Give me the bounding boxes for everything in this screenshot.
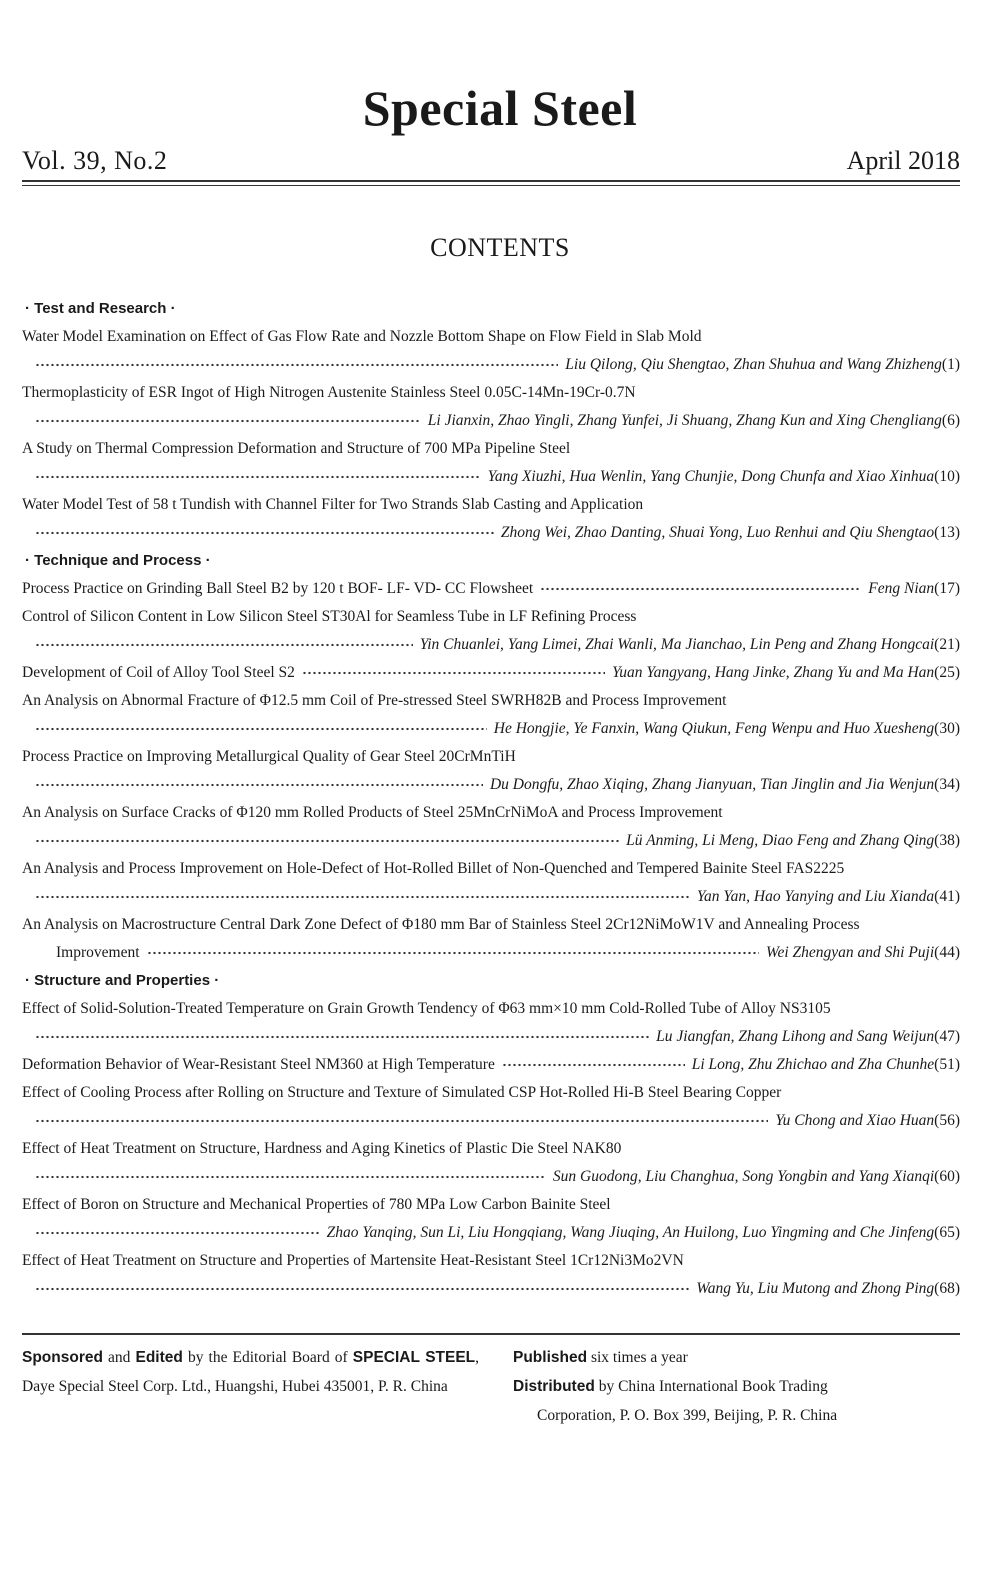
leader-dots — [35, 642, 413, 648]
issue-info — [22, 144, 960, 178]
page-number: (30) — [934, 720, 960, 737]
page-number: (6) — [941, 412, 960, 429]
leader-dots — [35, 782, 483, 788]
article-title: Effect of Boron on Structure and Mechanical Properties of 780 MPa Low Carbon Bainite Steel — [22, 1196, 611, 1213]
leader-dots — [35, 838, 619, 844]
page-number: (25) — [934, 664, 960, 681]
article-title: A Study on Thermal Compression Deformation and Structure of 700 MPa Pipeline Steel — [22, 440, 571, 457]
leader-dots — [502, 1062, 685, 1068]
toc-entry-authors — [22, 407, 960, 435]
toc-entry-authors — [22, 519, 960, 547]
article-authors: He Hongjie, Ye Fanxin, Wang Qiukun, Feng Wenpu and Huo Xuesheng — [493, 720, 935, 737]
article-authors: Lu Jiangfan, Zhang Lihong and Sang Weijun — [656, 1028, 935, 1045]
page-number: (17) — [934, 580, 960, 597]
page-number: (10) — [934, 468, 960, 485]
leader-dots — [35, 1174, 546, 1180]
article-title: An Analysis on Macrostructure Central Dark Zone Defect of Φ180 mm Bar of Stainless Steel 2Cr12NiMoW1V and Annealing Process — [22, 916, 860, 933]
toc-entry-authors — [22, 1107, 960, 1135]
article-authors: Sun Guodong, Liu Changhua, Song Yongbin and Yang Xianqi — [552, 1168, 935, 1185]
article-title: Process Practice on Improving Metallurgical Quality of Gear Steel 20CrMnTiH — [22, 748, 516, 765]
leader-dots — [35, 1230, 320, 1236]
toc-entry-continued — [22, 939, 960, 967]
distributor-address: Corporation, P. O. Box 399, Beijing, P. R. China — [537, 1407, 838, 1424]
article-authors: Wang Yu, Liu Mutong and Zhong Ping — [696, 1280, 935, 1297]
table-of-contents — [22, 295, 960, 1303]
page-number: (68) — [934, 1280, 960, 1297]
page-number: (47) — [934, 1028, 960, 1045]
publication-frequency — [513, 1343, 953, 1372]
article-authors: Yu Chong and Xiao Huan — [775, 1112, 935, 1129]
leader-dots — [35, 1034, 649, 1040]
article-authors: Wei Zhengyan and Shi Puji — [765, 944, 935, 961]
header-rule-thin — [22, 185, 960, 186]
article-authors: Yuan Yangyang, Hang Jinke, Zhang Yu and Ma Han — [612, 664, 935, 681]
section-heading: · Test and Research · — [25, 300, 176, 317]
leader-dots — [302, 670, 605, 676]
article-title-continued: Improvement — [56, 944, 140, 961]
journal-title: Special Steel — [362, 80, 638, 136]
distributed-label: Distributed — [513, 1378, 595, 1395]
article-title: Control of Silicon Content in Low Silicon Steel ST30Al for Seamless Tube in LF Refining Process — [22, 608, 637, 625]
toc-entry-authors — [22, 1275, 960, 1303]
page-number: (41) — [934, 888, 960, 905]
section-heading: · Structure and Properties · — [25, 972, 220, 989]
article-title: An Analysis on Abnormal Fracture of Φ12.5 mm Coil of Pre-stressed Steel SWRH82B and Process Improvement — [22, 692, 727, 709]
toc-entry-authors — [22, 351, 960, 379]
leader-dots — [35, 1118, 768, 1124]
issue-date: April 2018 — [846, 146, 960, 175]
page-number: (38) — [934, 832, 960, 849]
leader-dots — [35, 894, 690, 900]
article-title: Effect of Cooling Process after Rolling on Structure and Texture of Simulated CSP Hot-Rolled Hi-B Steel Bearing Copper — [22, 1084, 782, 1101]
article-title: Effect of Heat Treatment on Structure and Properties of Martensite Heat-Resistant Steel 1Cr12Ni3Mo2VN — [22, 1252, 684, 1269]
leader-dots — [147, 950, 759, 956]
contents-heading: CONTENTS — [430, 233, 570, 262]
editorial-text: by the Editorial Board of — [187, 1349, 348, 1366]
article-title: Thermoplasticity of ESR Ingot of High Nitrogen Austenite Stainless Steel 0.05C-14Mn-19Cr-0.7N — [22, 384, 636, 401]
article-authors: Zhao Yanqing, Sun Li, Liu Hongqiang, Wang Jiuqing, An Huilong, Luo Yingming and Che Jinfeng — [326, 1224, 935, 1241]
leader-dots — [35, 726, 487, 732]
toc-entry-authors — [22, 827, 960, 855]
publication-info — [513, 1343, 953, 1430]
sponsored-label: Sponsored — [22, 1349, 103, 1366]
published-text: six times a year — [590, 1349, 688, 1366]
leader-dots — [35, 1286, 689, 1292]
article-authors: Li Jianxin, Zhao Yingli, Zhang Yunfei, Ji Shuang, Zhang Kun and Xing Chengliang — [427, 412, 942, 429]
article-authors: Zhong Wei, Zhao Danting, Shuai Yong, Luo Renhui and Qiu Shengtao — [500, 524, 935, 541]
page-number: (13) — [934, 524, 960, 541]
toc-entry — [22, 659, 960, 687]
page-number: (34) — [934, 776, 960, 793]
page-number: (60) — [934, 1168, 960, 1185]
distributed-text: by China International Book Trading — [598, 1378, 828, 1395]
article-authors: Lü Anming, Li Meng, Diao Feng and Zhang Qing — [626, 832, 935, 849]
article-title: An Analysis on Surface Cracks of Φ120 mm Rolled Products of Steel 25MnCrNiMoA and Process Improvement — [22, 804, 723, 821]
article-title: Process Practice on Grinding Ball Steel B2 by 120 t BOF- LF- VD- CC Flowsheet — [22, 580, 534, 597]
toc-entry-authors — [22, 1219, 960, 1247]
toc-entry-authors — [22, 1163, 960, 1191]
edited-label: Edited — [135, 1349, 183, 1366]
leader-dots — [540, 586, 861, 592]
sponsor-address: , Daye Special Steel Corp. Ltd., Huangshi, Hubei 435001, P. R. China — [22, 1349, 480, 1395]
leader-dots — [35, 530, 494, 536]
header-rule-thick — [22, 180, 960, 182]
volume-issue: Vol. 39, No.2 — [22, 146, 168, 175]
published-label: Published — [513, 1349, 588, 1366]
leader-dots — [35, 474, 481, 480]
article-authors: Li Long, Zhu Zhichao and Zha Chunhe — [691, 1056, 935, 1073]
page-number: (21) — [934, 636, 960, 653]
article-authors: Feng Nian — [868, 580, 935, 597]
toc-entry-authors — [22, 1023, 960, 1051]
page-number: (65) — [934, 1224, 960, 1241]
article-title: Water Model Test of 58 t Tundish with Channel Filter for Two Strands Slab Casting and Application — [22, 496, 644, 513]
sponsor-info — [22, 1343, 479, 1401]
page-number: (56) — [934, 1112, 960, 1129]
article-title: An Analysis and Process Improvement on Hole-Defect of Hot-Rolled Billet of Non-Quenched and Tempered Bainite Steel FAS2225 — [22, 860, 845, 877]
distributor-line — [513, 1372, 953, 1401]
article-authors: Yang Xiuzhi, Hua Wenlin, Yang Chunjie, Dong Chunfa and Xiao Xinhua — [487, 468, 935, 485]
article-authors: Yin Chuanlei, Yang Limei, Zhai Wanli, Ma Jianchao, Lin Peng and Zhang Hongcai — [419, 636, 935, 653]
article-title: Water Model Examination on Effect of Gas Flow Rate and Nozzle Bottom Shape on Flow Field in Slab Mold — [22, 328, 702, 345]
article-title: Development of Coil of Alloy Tool Steel S2 — [22, 664, 295, 681]
toc-entry — [22, 1051, 960, 1079]
page-number: (51) — [934, 1056, 960, 1073]
toc-entry-authors — [22, 883, 960, 911]
leader-dots — [35, 362, 558, 368]
article-title: Effect of Solid-Solution-Treated Temperature on Grain Growth Tendency of Φ63 mm×10 mm Cold-Rolled Tube of Alloy NS3105 — [22, 1000, 831, 1017]
toc-entry-authors — [22, 463, 960, 491]
page-number: (1) — [941, 356, 960, 373]
toc-entry — [22, 575, 960, 603]
article-authors: Du Dongfu, Zhao Xiqing, Zhang Jianyuan, Tian Jinglin and Jia Wenjun — [489, 776, 935, 793]
article-title: Effect of Heat Treatment on Structure, Hardness and Aging Kinetics of Plastic Die Steel NAK80 — [22, 1140, 622, 1157]
toc-entry-authors — [22, 771, 960, 799]
toc-entry-authors — [22, 715, 960, 743]
leader-dots — [35, 418, 421, 424]
section-heading: · Technique and Process · — [25, 552, 211, 569]
article-authors: Yan Yan, Hao Yanying and Liu Xianda — [696, 888, 935, 905]
toc-entry-authors — [22, 631, 960, 659]
article-title: Deformation Behavior of Wear-Resistant Steel NM360 at High Temperature — [22, 1056, 495, 1073]
footer-rule — [22, 1333, 960, 1335]
article-authors: Liu Qilong, Qiu Shengtao, Zhan Shuhua and Wang Zhizheng — [565, 356, 942, 373]
journal-name-bold: SPECIAL STEEL — [352, 1349, 476, 1366]
page-number: (44) — [934, 944, 960, 961]
and-text: and — [108, 1349, 131, 1366]
